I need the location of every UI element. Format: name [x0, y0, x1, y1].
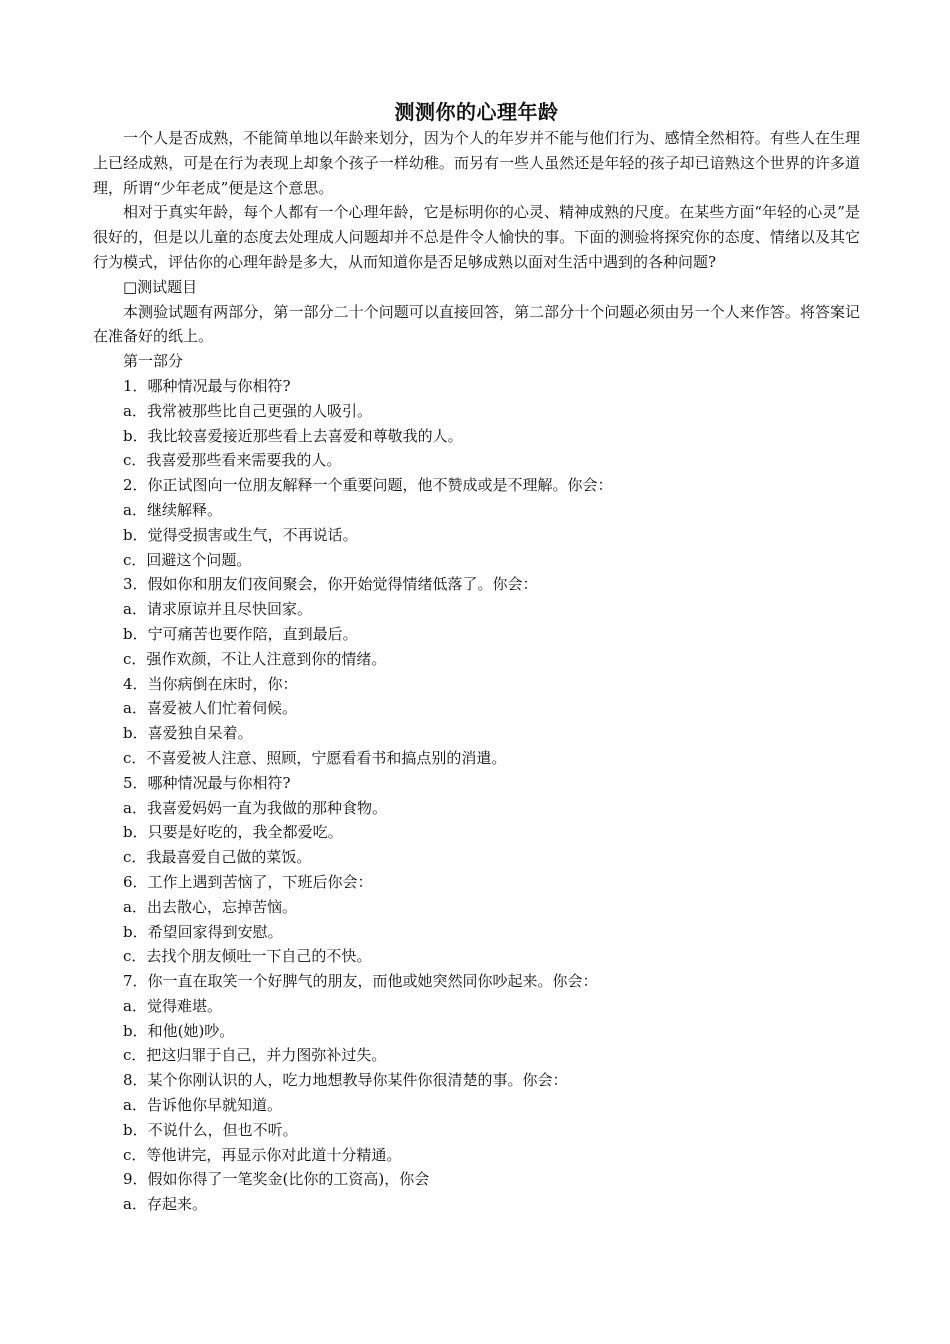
answer-option: a．存起来。: [123, 1195, 207, 1214]
answer-option: a．喜爱被人们忙着伺候。: [123, 699, 297, 718]
question-block: [93, 870, 860, 969]
answer-option: a．出去散心，忘掉苦恼。: [123, 897, 297, 916]
question-block: [93, 1167, 860, 1217]
question-block: [93, 374, 860, 473]
page-title: 测测你的心理年龄: [394, 100, 559, 124]
question-block: [93, 672, 860, 771]
answer-option: a．觉得难堪。: [123, 996, 222, 1015]
document-body: [93, 98, 860, 1217]
answer-option: b．只要是好吃的，我全都爱吃。: [123, 823, 343, 842]
question-block: [93, 473, 860, 572]
answer-option: a．我常被那些比自己更强的人吸引。: [123, 401, 372, 420]
question-text: 8．某个你刚认识的人，吃力地想教导你某件你很清楚的事。你会：: [123, 1071, 568, 1090]
answer-option: b．觉得受损害或生气，不再说话。: [123, 525, 358, 544]
answer-option: b．宁可痛苦也要作陪，直到最后。: [123, 624, 358, 643]
answer-option: a．继续解释。: [123, 500, 222, 519]
answer-option: c．我喜爱那些看来需要我的人。: [123, 451, 342, 470]
section-heading: □测试题目: [123, 277, 198, 296]
answer-option: b．和他(她)吵。: [123, 1021, 235, 1040]
part-label: 第一部分: [123, 352, 184, 371]
answer-option: c．回避这个问题。: [123, 550, 252, 569]
answer-option: b．我比较喜爱接近那些看上去喜爱和尊敬我的人。: [123, 426, 463, 445]
question-text: 9．假如你得了一笔奖金(比你的工资高)，你会: [123, 1170, 430, 1189]
question-text: 7．你一直在取笑一个好脾气的朋友，而他或她突然同你吵起来。你会：: [123, 972, 598, 991]
answer-option: c．不喜爱被人注意、照顾，宁愿看看书和搞点别的消遣。: [123, 748, 507, 767]
question-text: 5．哪种情况最与你相符?: [123, 773, 291, 792]
answer-option: c．强作欢颜，不让人注意到你的情绪。: [123, 649, 387, 668]
answer-option: b．希望回家得到安慰。: [123, 922, 283, 941]
answer-option: a．我喜爱妈妈一直为我做的那种食物。: [123, 798, 387, 817]
instructions-paragraph: 本测验试题有两部分，第一部分二十个问题可以直接回答，第二部分十个问题必须由另一个人来作答。将答案记在准备好的纸上。: [93, 302, 860, 346]
question-block: [93, 969, 860, 1068]
answer-option: b．不说什么，但也不听。: [123, 1120, 298, 1139]
question-text: 4．当你病倒在床时，你：: [123, 674, 298, 693]
answer-option: c．等他讲完，再显示你对此道十分精通。: [123, 1145, 402, 1164]
intro-paragraph: 一个人是否成熟，不能简单地以年龄来划分，因为个人的年岁并不能与他们行为、感情全然相符。有些人在生理上已经成熟，可是在行为表现上却象个孩子一样幼稚。而另有一些人虽然还是年轻的孩子却已谙熟这个世界的许多道理，所谓“少年老成”便是这个意思。: [93, 129, 860, 197]
question-text: 3．假如你和朋友们夜间聚会，你开始觉得情绪低落了。你会：: [123, 575, 538, 594]
question-text: 2．你正试图向一位朋友解释一个重要问题，他不赞成或是不理解。你会：: [123, 476, 613, 495]
answer-option: c．去找个朋友倾吐一下自己的不快。: [123, 947, 372, 966]
answer-option: a．请求原谅并且尽快回家。: [123, 600, 312, 619]
question-block: [93, 572, 860, 671]
answer-option: c．把这归罪于自己，并力图弥补过失。: [123, 1046, 387, 1065]
answer-option: c．我最喜爱自己做的菜饭。: [123, 848, 312, 867]
question-block: [93, 771, 860, 870]
question-text: 6．工作上遇到苦恼了，下班后你会：: [123, 872, 373, 891]
answer-option: b．喜爱独自呆着。: [123, 724, 253, 743]
question-text: 1．哪种情况最与你相符?: [123, 376, 291, 395]
question-block: [93, 1068, 860, 1167]
intro-paragraph: 相对于真实年龄，每个人都有一个心理年龄，它是标明你的心灵、精神成熟的尺度。在某些方面“年轻的心灵”是很好的，但是以儿童的态度去处理成人问题却并不总是件令人愉快的事。下面的测验将探究你的态度、情绪以及其它行为模式，评估你的心理年龄是多大，从而知道你是否足够成熟以面对生活中遇到的各种问题?: [93, 203, 860, 271]
answer-option: a．告诉他你早就知道。: [123, 1096, 282, 1115]
